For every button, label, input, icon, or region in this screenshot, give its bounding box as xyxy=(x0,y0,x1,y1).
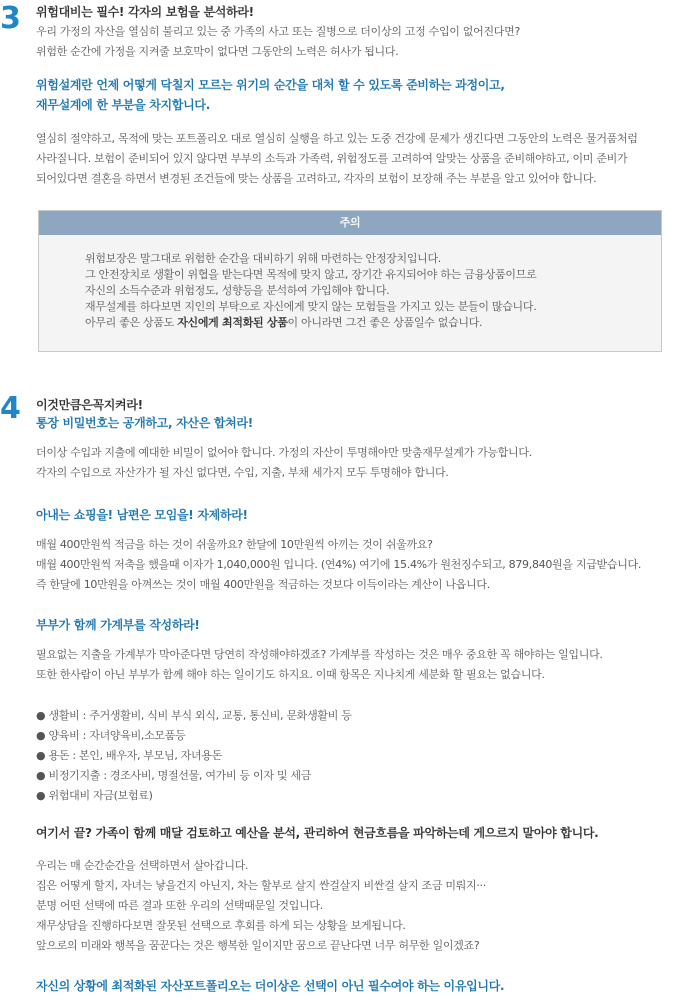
closing-line: 재무상담을 진행하다보면 잘못된 선택으로 후회를 하게 되는 상황을 보게됩니다. xyxy=(36,919,406,932)
sub3-line: 필요없는 지출을 가계부가 막아준다면 당연히 작성해야하겠죠? 가계부를 작성하는 것은 매우 중요한 꼭 해야하는 일입니다. xyxy=(36,648,603,661)
sub2-heading: 아내는 쇼핑을! 남편은 모임을! 자제하라! xyxy=(36,508,248,522)
sub3-heading-wrap xyxy=(36,615,696,635)
notice-last-post: 이 아니라면 그건 좋은 상품일수 없습니다. xyxy=(287,316,483,329)
sub2-line: 매월 400만원씩 적금을 하는 것이 쉬울까요? 한달에 10만원씩 아끼는 것이 쉬울까요? xyxy=(36,538,433,551)
sub1-text xyxy=(36,443,696,483)
highlight-line: 재무설계에 한 부분을 차지합니다. xyxy=(36,98,210,112)
sub3-heading: 부부가 함께 가계부를 작성하라! xyxy=(36,618,200,632)
notice-body xyxy=(85,251,655,331)
sub3-text xyxy=(36,645,696,685)
expense-bullet-list xyxy=(36,706,696,806)
body-line: 열심히 절약하고, 목적에 맞는 포트폴리오 대로 열심히 실행을 하고 있는 도중 건강에 문제가 생긴다면 그동안의 노력은 물거품처럼 xyxy=(36,132,638,145)
notice-last-bold: 자신에게 최적화된 상품 xyxy=(177,316,288,329)
bullet-item: ● 위험대비 자금(보험료) xyxy=(36,789,153,802)
notice-last-pre: 아무리 좋은 상품도 xyxy=(85,316,178,329)
section-3-highlight xyxy=(36,75,696,115)
sub1-heading-wrap xyxy=(36,413,696,433)
section-3-title: 위험대비는 필수! 각자의 보험을 분석하라! xyxy=(36,5,254,19)
notice-line: 재무설계를 하다보면 지인의 부탁으로 자신에게 맞지 않는 모험들을 가지고 있는 분들이 많습니다. xyxy=(85,300,537,313)
sub1-line: 각자의 수입으로 자산가가 될 자신 없다면, 수입, 지출, 부채 세가지 모두 투명해야 합니다. xyxy=(36,466,449,479)
notice-heading: 주의 xyxy=(39,211,661,235)
final-line: 자신의 상황에 최적화된 자산포트폴리오는 더이상은 선택이 아닌 필수여야 하는 이유입니다. xyxy=(36,979,505,993)
notice-line: 그 안전장치로 생활이 위협을 받는다면 목적에 맞지 않고, 장기간 유지되어야 하는 금융상품이므로 xyxy=(85,268,537,281)
bullet-item: ● 양육비 : 자녀양육비,소모품등 xyxy=(36,729,186,742)
sub1-line: 더이상 수입과 지출에 예대한 비밀이 없어야 합니다. 가정의 자산이 투명해야만 맞춤재무설계가 가능합니다. xyxy=(36,446,532,459)
sub3-line: 또한 한사람이 아닌 부부가 함께 해야 하는 일이기도 하지요. 이때 항목은 지나치게 세분화 할 필요는 없습니다. xyxy=(36,668,545,681)
section-4-title: 이것만큼은꼭지켜라! xyxy=(36,398,143,412)
final-wrap xyxy=(36,976,696,996)
sub2-line: 매월 400만원씩 저축을 했을때 이자가 1,040,000원 입니다. (연4%) 여기에 15.4%가 원천징수되고, 879,840원을 지급받습니다. xyxy=(36,558,642,571)
bullet-item: ● 용돈 : 본인, 배우자, 부모님, 자녀용돈 xyxy=(36,749,223,762)
notice-line: 자신의 소득수준과 위험정도, 성향등을 분석하여 가입해야 합니다. xyxy=(85,284,390,297)
sub1-heading: 통장 비밀번호는 공개하고, 자산은 합쳐라! xyxy=(36,416,253,430)
highlight-line: 위험설계란 언제 어떻게 닥칠지 모르는 위기의 순간을 대처 할 수 있도록 준비하는 과정이고, xyxy=(36,78,505,92)
section-3-body xyxy=(36,129,696,189)
body-line: 사라질니다. 보험이 준비되어 있지 않다면 부부의 소득과 가족력, 위험정도를 고려하여 알맞는 상품을 준비해야하고, 이미 준비가 xyxy=(36,152,628,165)
notice-line: 위험보장은 말그대로 위험한 순간을 대비하기 위해 마련하는 안정장치입니다. xyxy=(85,252,442,265)
sub2-text xyxy=(36,535,696,595)
closing-line: 우리는 매 순간순간을 선택하면서 살아갑니다. xyxy=(36,859,249,872)
intro-line: 우리 가정의 자산을 열심히 불리고 있는 중 가족의 사고 또는 질병으로 더이상의 고정 수입이 없어진다면? xyxy=(36,25,520,38)
intro-line: 위험한 순간에 가정을 지켜줄 보호막이 없다면 그동안의 노력은 허사가 됩니다. xyxy=(36,45,399,58)
section-4-number: 4 xyxy=(0,391,21,426)
notice-line-last xyxy=(85,315,655,331)
body-line: 되어있다면 결혼을 하면서 변경된 조건들에 맞는 상품을 고려하고, 각자의 보험이 보장해 주는 부분을 알고 있어야 합니다. xyxy=(36,172,597,185)
sub2-line: 즉 한달에 10만원을 아껴쓰는 것이 매월 400만원을 적금하는 것보다 이득이라는 계산이 나옵니다. xyxy=(36,578,490,591)
emphasis-line: 여기서 끝? 가족이 함께 매달 검토하고 예산을 분석, 관리하여 현금흐름을 파악하는데 게으르지 말아야 합니다. xyxy=(36,826,599,840)
emphasis-wrap xyxy=(36,823,696,843)
closing-text xyxy=(36,856,696,956)
closing-line: 집은 어떻게 할지, 자녀는 낳을건지 아닌지, 차는 할부로 살지 싼걸살지 비싼걸 살지 조금 미뤄지··· xyxy=(36,879,486,892)
closing-line: 분명 어떤 선택에 따른 결과 또한 우리의 선택때문일 것입니다. xyxy=(36,899,323,912)
section-3-intro xyxy=(36,22,696,62)
notice-box xyxy=(38,210,662,352)
section-3-number: 3 xyxy=(0,1,21,36)
closing-line: 앞으로의 미래와 행복을 꿈꾼다는 것은 행복한 일이지만 꿈으로 끝난다면 너무 허무한 일이겠죠? xyxy=(36,939,480,952)
bullet-item: ● 비정기지출 : 경조사비, 명절선물, 여가비 등 이자 및 세금 xyxy=(36,769,312,782)
sub2-heading-wrap xyxy=(36,505,696,525)
bullet-item: ● 생활비 : 주거생활비, 식비 부식 외식, 교통, 통신비, 문화생활비 등 xyxy=(36,709,352,722)
